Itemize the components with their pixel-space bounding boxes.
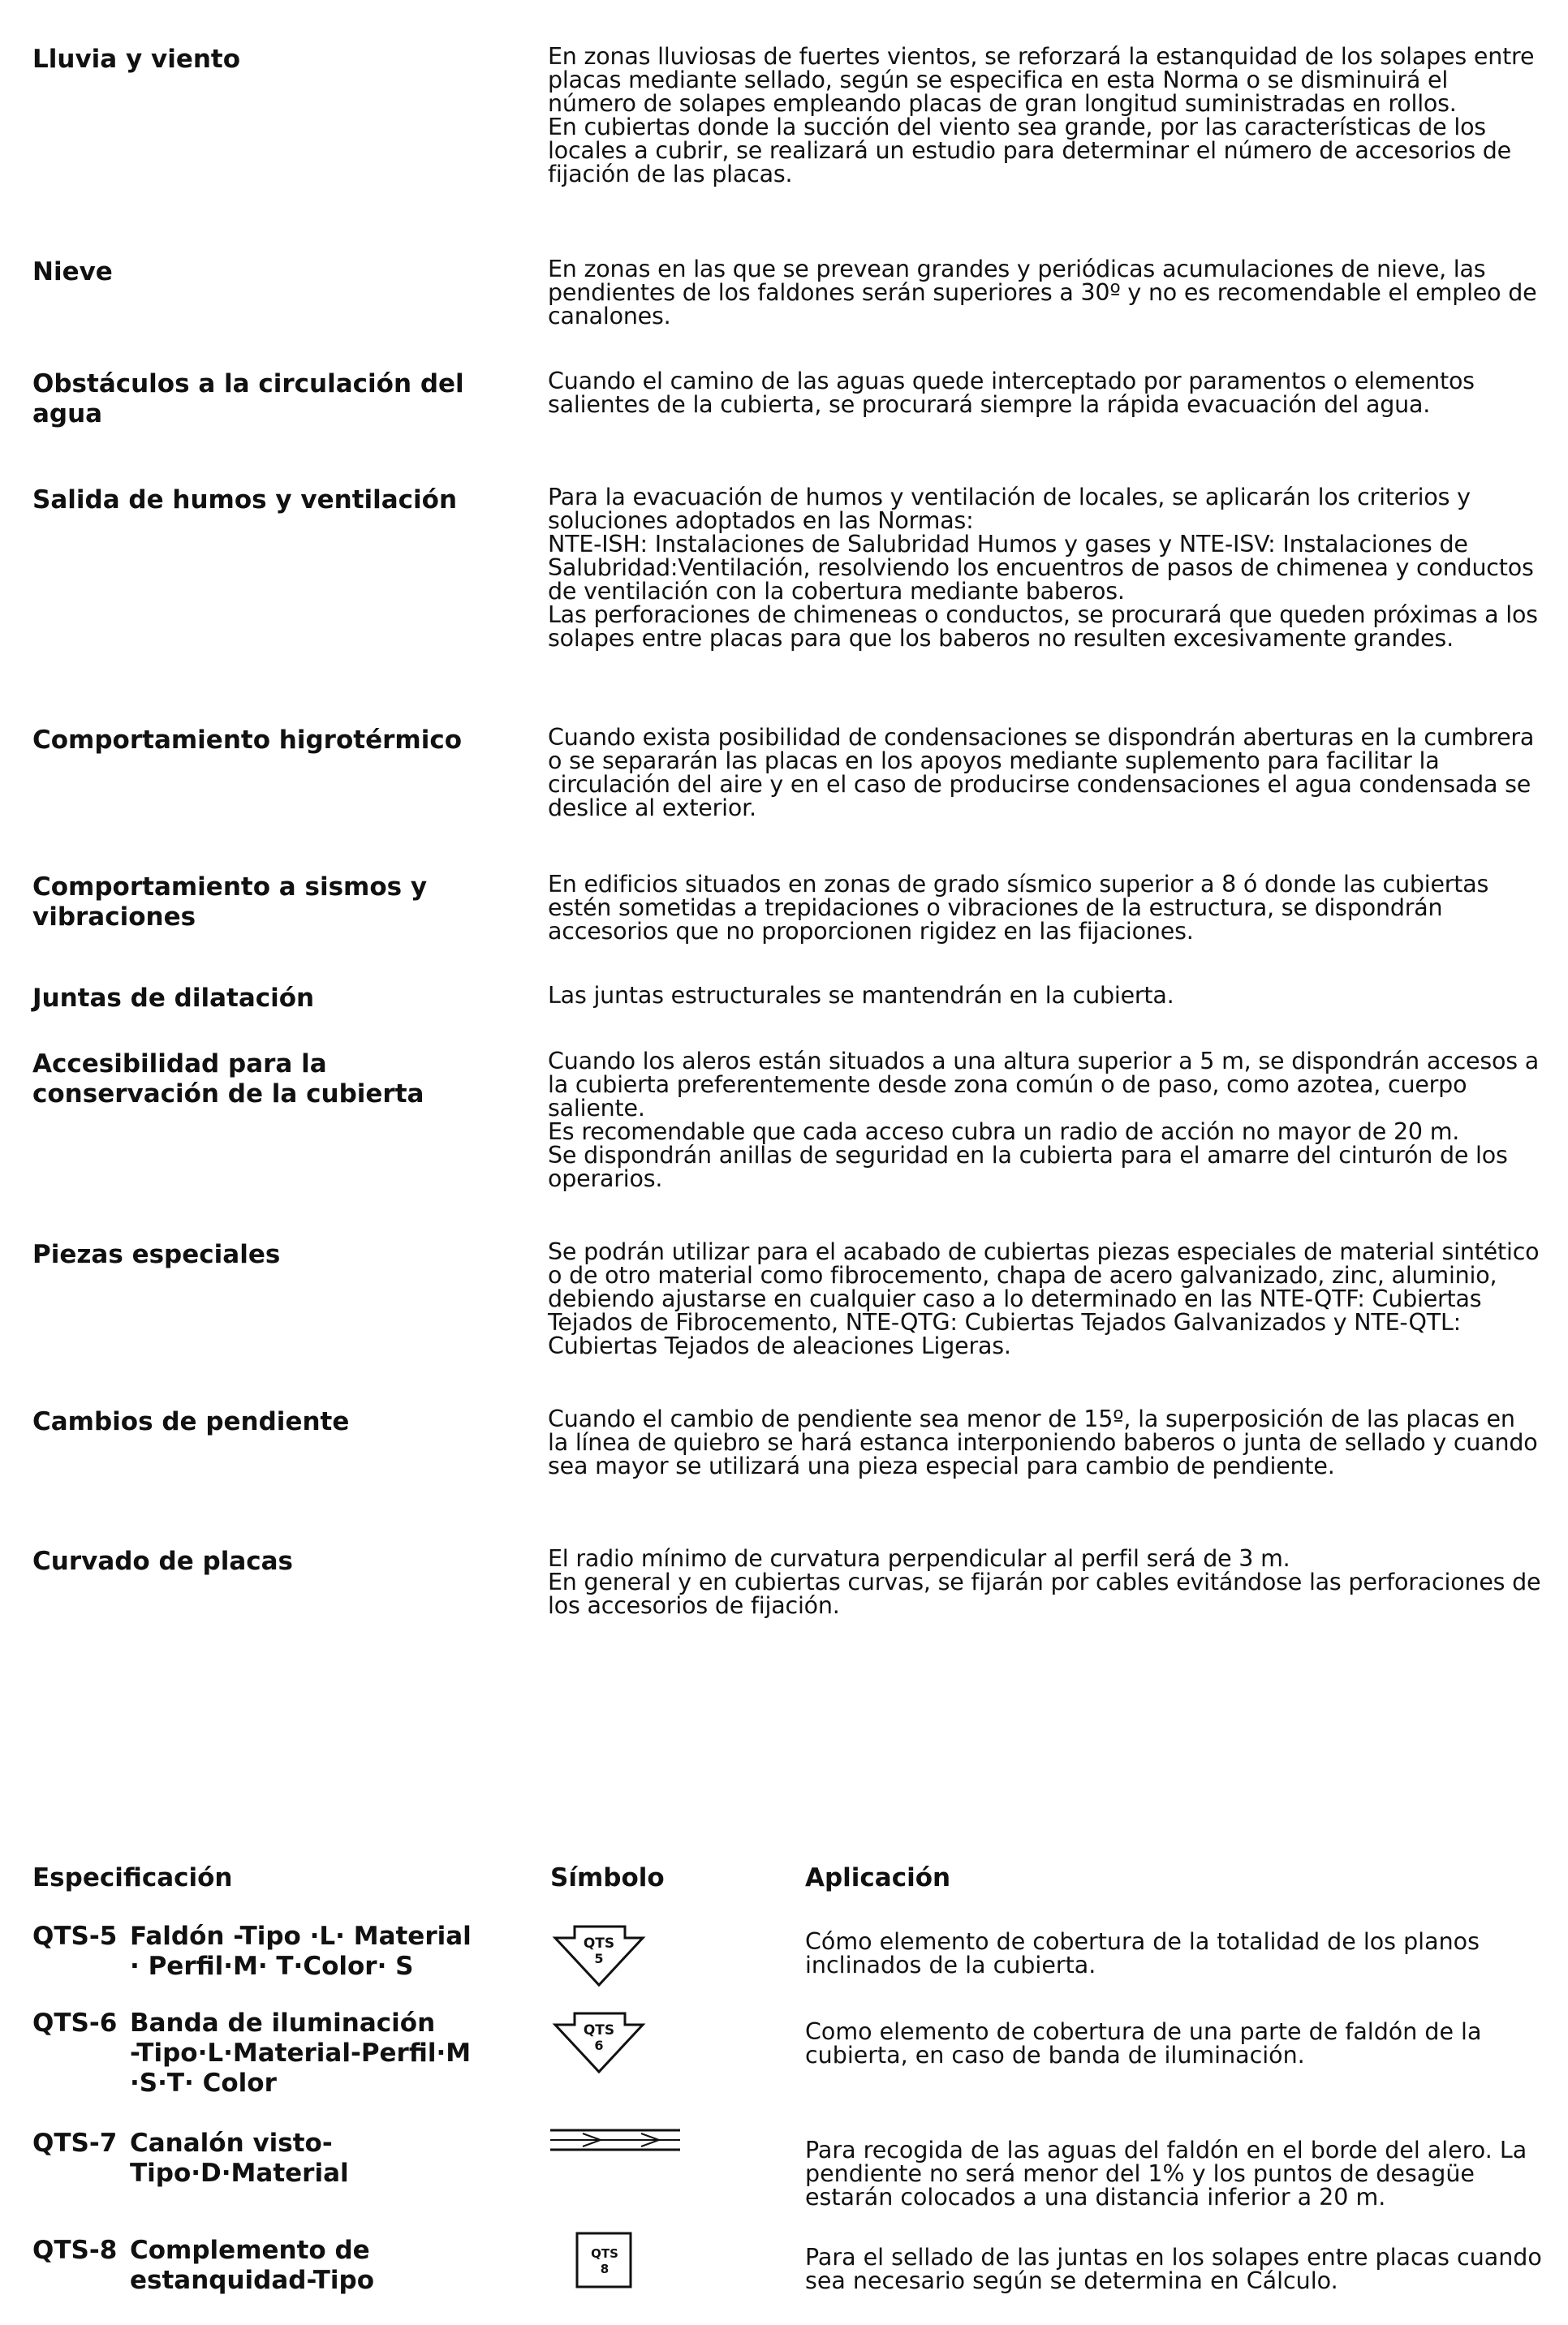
criteria-label: Cambios de pendiente (32, 1407, 350, 1436)
svg-text:6: 6 (594, 2038, 604, 2053)
header-especificacion: Especificación (32, 1863, 233, 1892)
spec-app: Cómo elemento de cobertura de la totalidad de los planos inclinados de la cubierta. (805, 1928, 1480, 1978)
criteria-text: En zonas en las que se prevean grandes y periódicas acumulaciones de nieve, las pendientes de los faldones serán superiores a 30º y no es recomendable el empleo de canalones. (548, 256, 1537, 329)
criteria-label: Comportamiento higrotérmico (32, 725, 462, 755)
criteria-text: En zonas lluviosas de fuertes vientos, se reforzará la estanquidad de los solapes entre placas mediante sellado, según se especifica en esta Norma o se disminuirá el número de solapes empleando placas de gran longitud suministradas en rollos. En cubiertas donde la succión del viento sea grande, por las características de los locales a cubrir, se realizará un estudio para determinar el número de accesorios de fijación de las placas. (548, 43, 1535, 187)
spec-app: Para recogida de las aguas del faldón en el borde del alero. La pendiente no será menor del 1% y los puntos de desagüe estarán colocados a una distancia inferior a 20 m. (805, 2137, 1527, 2211)
criteria-text: El radio mínimo de curvatura perpendicular al perfil será de 3 m. En general y en cubiertas curvas, se fijarán por cables evitándose las perforaciones de los accesorios de fijación. (548, 1545, 1541, 1619)
svg-text:QTS: QTS (583, 1935, 615, 1952)
criteria-text: Cuando exista posibilidad de condensaciones se dispondrán aberturas en la cumbrera o se separarán las placas en los apoyos mediante suplemento para facilitar la circulación del aire y en el caso de producirse condensaciones el agua condensada se deslice al exterior. (548, 724, 1535, 821)
criteria-text: Cuando el cambio de pendiente sea menor de 15º, la superposición de las placas en la línea de quiebro se hará estanca interponiendo baberos o junta de sellado y cuando sea mayor se utilizará una pieza especial para cambio de pendiente. (548, 1406, 1538, 1479)
criteria-label: Nieve (32, 257, 113, 286)
spec-desc: Faldón -Tipo ·L· Material · Perfil·M· T·Color· S (130, 1922, 472, 1981)
criteria-label: Comportamiento a sismos y vibraciones (32, 872, 428, 932)
qts-5-down-arrow-icon (550, 1923, 648, 1991)
criteria-label: Lluvia y viento (32, 45, 241, 74)
qts-6-down-arrow-icon (550, 2010, 648, 2078)
spec-code: QTS-5 (32, 1922, 118, 1951)
criteria-text: Se podrán utilizar para el acabado de cubiertas piezas especiales de material sintético o de otro material como fibrocemento, chapa de acero galvanizado, zinc, aluminio, debiendo ajustarse en cualquier caso a lo determinado en las NTE-QTF: Cubiertas Tejados de Fibrocemento, NTE-QTG: Cubiertas Tejados Galvanizados y NTE-QTL: Cubiertas Tejados de aleaciones Ligeras. (548, 1238, 1540, 1359)
spec-desc: Canalón visto-Tipo·D·Material (130, 2129, 349, 2188)
criteria-text: Las juntas estructurales se mantendrán en la cubierta. (548, 982, 1174, 1009)
spec-desc: Banda de iluminación -Tipo·L·Material-Perfil·M ·S·T· Color (130, 2009, 472, 2098)
spec-app: Como elemento de cobertura de una parte de faldón de la cubierta, en caso de banda de iluminación. (805, 2018, 1482, 2069)
svg-text:QTS: QTS (591, 2246, 618, 2261)
spec-code: QTS-8 (32, 2236, 118, 2265)
spec-desc: Complemento de estanquidad-Tipo (130, 2236, 375, 2295)
spec-app: Para el sellado de las juntas en los solapes entre placas cuando sea necesario según se determina en Cálculo. (805, 2244, 1542, 2294)
spec-code: QTS-6 (32, 2009, 118, 2038)
svg-text:5: 5 (594, 1951, 604, 1966)
spec-code: QTS-7 (32, 2129, 118, 2158)
qts-8-square-icon (575, 2231, 635, 2294)
criteria-text: Cuando el camino de las aguas quede interceptado por paramentos o elementos salientes de la cubierta, se procurará siempre la rápida evacuación del agua. (548, 368, 1475, 418)
criteria-label: Accesibilidad para la conservación de la cubierta (32, 1049, 424, 1109)
criteria-text: Para la evacuación de humos y ventilación de locales, se aplicarán los criterios y soluciones adoptados en las Normas: NTE-ISH: Instalaciones de Salubridad Humos y gases y NTE-ISV: Instalaciones de Salubridad:Ventilación, resolviendo los encuentros de pasos de chimenea y conductos de ventilación con la cobertura mediante baberos. Las perforaciones de chimeneas o conductos, se procurará que queden próximas a los solapes entre placas para que los baberos no resulten excesivamente grandes. (548, 484, 1538, 652)
header-simbolo: Símbolo (550, 1863, 665, 1892)
criteria-text: En edificios situados en zonas de grado sísmico superior a 8 ó donde las cubiertas estén sometidas a trepidaciones o vibraciones de la estructura, se dispondrán accesorios que no proporcionen rigidez en las fijaciones. (548, 871, 1489, 945)
criteria-label: Juntas de dilatación (32, 984, 315, 1013)
svg-text:QTS: QTS (583, 2022, 615, 2039)
criteria-label: Salida de humos y ventilación (32, 485, 458, 515)
svg-text:8: 8 (600, 2262, 610, 2276)
qts-7-gutter-icon (550, 2124, 680, 2159)
header-aplicacion: Aplicación (805, 1863, 951, 1892)
criteria-label: Obstáculos a la circulación del agua (32, 369, 464, 428)
criteria-label: Curvado de placas (32, 1547, 294, 1576)
criteria-text: Cuando los aleros están situados a una altura superior a 5 m, se dispondrán accesos a la cubierta preferentemente desde zona común o de paso, como azotea, cuerpo saliente. Es recomendable que cada acceso cubra un radio de acción no mayor de 20 m. Se dispondrán anillas de seguridad en la cubierta para el amarre del cinturón de los operarios. (548, 1048, 1540, 1192)
criteria-label: Piezas especiales (32, 1240, 281, 1269)
